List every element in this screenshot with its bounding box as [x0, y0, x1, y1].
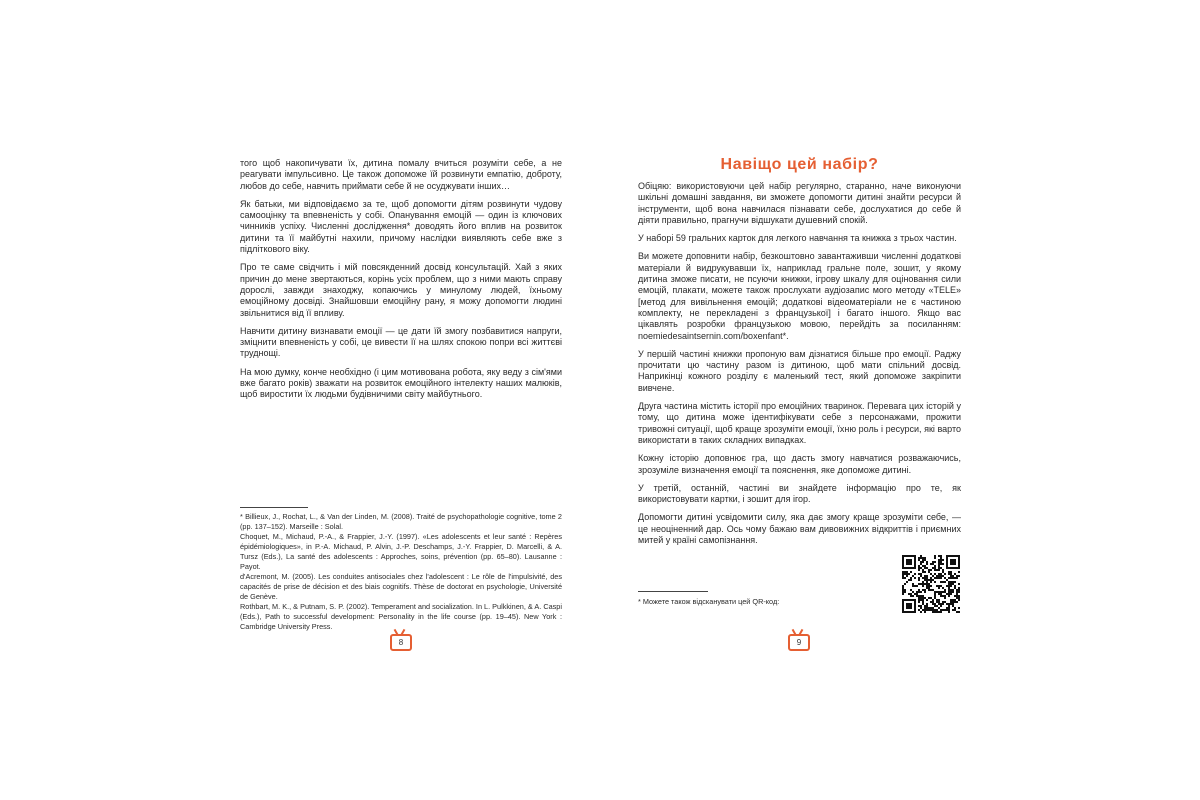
right-paragraph-8: Допомогти дитині усвідомити силу, яка дає змогу краще зрозуміти себе, — це неоціненний дар. Ось чому бажаю вам дивовижних відкриттів і приємних митей у країні самопізнання. [638, 512, 961, 546]
left-paragraph-1: того щоб накопичувати їх, дитина помалу вчиться розуміти себе, а не реагувати імпульсивно. Це також допоможе їй розвинути емпатію, доброту, любов до себе, навчить приймати себе й не осуджувати інших… [240, 158, 562, 191]
page-number-left: 8 [390, 634, 412, 651]
footnote-qr: * Можете також відсканувати цей QR-код: [638, 597, 780, 606]
left-paragraph-3: Про те саме свідчить і мій повсякденний досвід консультацій. Хай з яких причин до мене звертаються, корінь усіх проблем, що з ними мають справу дорослі, завжди знаходжу, копаючись у минулому людей, їхньому емоційному досвіді. Знайшовши емоційну рану, я можу допомогти людині звільнитися від її впливу. [240, 262, 562, 318]
left-body-text [240, 158, 562, 408]
right-body-text [638, 181, 961, 553]
page-number-tv-icon-right [788, 629, 810, 651]
section-heading: Навіщо цей набір? [720, 156, 879, 173]
right-paragraph-1: Обіцяю: використовуючи цей набір регулярно, старанно, наче виконуючи шкільні домашні завдання, ви зможете допомогти дитині знайти ресурси й інструменти, щоб вона навчилася пізнавати себе, дослухатися до себе й діяти правильно, прагнучи відшукати душевний спокій. [638, 181, 961, 225]
right-footnote [638, 597, 878, 607]
right-paragraph-5: Друга частина містить історії про емоційних тваринок. Перевага цих історій у тому, що дитина може ідентифікувати себе з персонажами, прожити тривожні ситуації, щоб краще зрозуміти емоції, їхню роль і ресурси, які варто використати в таких складних випадках. [638, 401, 961, 445]
right-paragraph-4: У першій частині книжки пропоную вам дізнатися більше про емоції. Раджу прочитати цю частину разом із дитиною, щоб мати спільний досвід. Наприкінці кожного розділу є маленький тест, який допоможе закріпити вивчене. [638, 348, 961, 393]
right-paragraph-6: Кожну історію доповнює гра, що дасть змогу навчатися розважаючись, зрозуміле визначення емоції та пояснення, яке допоможе дитині. [638, 453, 961, 475]
left-paragraph-5: На мою думку, конче необхідно (і цим мотивована робота, яку веду з сім'ями вже багато років) зважати на розвиток емоційного інтелекту наших малюків, щоб виростити їх людьми будівничими світу майбутнього. [240, 366, 562, 400]
footnote-choquet: Choquet, M., Michaud, P.-A., & Frappier, J.-Y. (1997). «Les adolescents et leur santé : Repères épidémiologiques», in P.-A. Michaud, P. Alvin, J.-P. Deschamps, J.-Y. Frappier, D. Marcelli, & A. Tursz (Eds.), La santé des adolescents : Approches, soins, prévention (pp. 65–80). Lausanne : Payot. [240, 532, 562, 571]
page-number-right: 9 [788, 634, 810, 651]
footnote-rothbart: Rothbart, M. K., & Putnam, S. P. (2002). Temperament and socialization. In L. Pulkkinen, & A. Caspi (Eds.), Path to successful development: Personality in the life course (pp. 19–45). New York : Cambridge University Press. [240, 602, 562, 631]
right-paragraph-3: Ви можете доповнити набір, безкоштовно завантаживши численні додаткові матеріали й видрукувавши їх, наприклад гральне поле, зошит, у якому дитина зможе писати, не псуючи книжки, ігрову шкалу для оціновання сили емоцій, плакати, можете також прослухати аудіозапис мого методу «TELE» [метод для вивільнення емоцій; додаткові відеоматеріали не є частиною комплекту, не перекладені з французької] і багато іншого. Якщо вас цікавлять розробки французькою мовою, перейдіть за посиланням: noemiedesaintsernin.com/boxenfant*. [638, 251, 961, 341]
right-paragraph-7: У третій, останній, частині ви знайдете інформацію про те, як використовувати картки, і зошит для ігор. [638, 482, 961, 505]
right-footnote-divider [638, 591, 708, 592]
footnote-dacremont: d'Acremont, M. (2005). Les conduites antisociales chez l'adolescent : Le rôle de l'impulsivité, des capacités de prise de décision et des biais cognitifs. Thèse de doctorat en psychologie, Université de Genève. [240, 572, 562, 601]
page-number-tv-icon-left [390, 629, 412, 651]
left-footnotes [240, 512, 562, 632]
left-paragraph-4: Навчити дитину визнавати емоції — це дати їй змогу позбавитися напруги, зміцнити впевненість у собі, це вивести її на шлях спокою попри всі життєві труднощі. [240, 325, 562, 359]
qr-code [902, 555, 960, 613]
right-paragraph-2: У наборі 59 гральних карток для легкого навчання та книжка з трьох частин. [638, 233, 957, 244]
footnote-billieux: * Billieux, J., Rochat, L., & Van der Linden, M. (2008). Traité de psychopathologie cognitive, tome 2 (pp. 137–152). Marseille : Solal. [240, 512, 562, 531]
left-paragraph-2: Як батьки, ми відповідаємо за те, щоб допомогти дітям розвинути чудову самооцінку та впевненість у собі. Опанування емоцій — один із ключових чинників успіху. Численні дослідження* доводять його вплив на розвиток дитини та її майбутні нахили, причому наслідки виявляють себе вже з підліткового віку. [240, 198, 562, 255]
left-footnote-divider [240, 507, 308, 508]
